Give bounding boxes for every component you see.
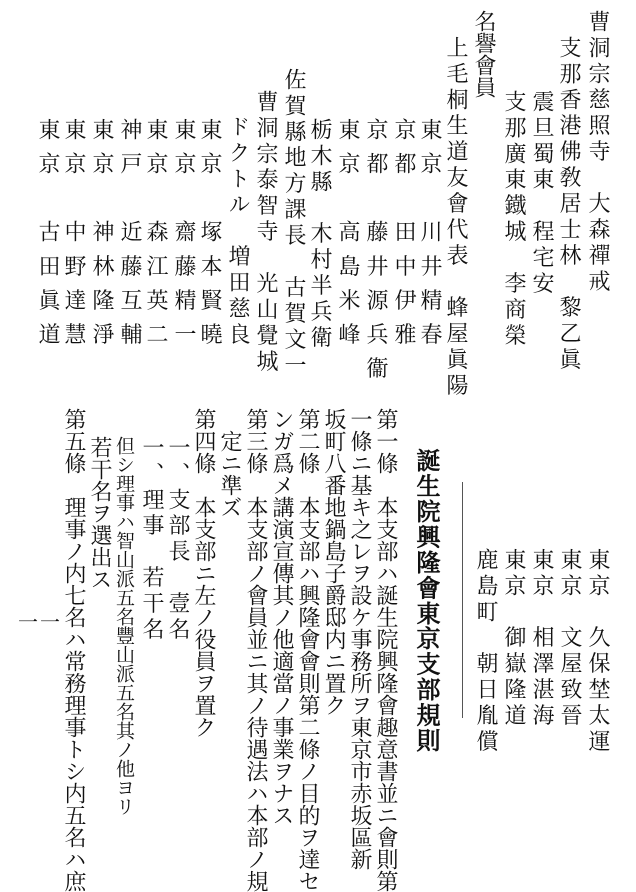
article-line: ンガ爲メ講演宣傳其ノ他適當ノ事業ヲナス [269,408,294,826]
article-line: 一、理事 若干名 [139,436,164,644]
rules-heading: 誕生院興隆會東京支部規則 [412,448,441,754]
member-entry: 東京 文屋致晉 [557,548,582,730]
member-entry: 支那廣東鐡城 李商榮 [501,90,526,350]
member-entry: 東京 森江英二 [143,118,168,357]
member-entry: 鹿島町 朝日胤償 [473,548,498,756]
member-entry: 曹洞宗泰智寺 光山覺城 [253,90,278,376]
member-entry: ドクトル 増田慈良 [225,115,250,349]
article-line: 坂町八番地鍋島子爵邸内ニ置ク [321,408,346,716]
member-entry: 震旦蜀東 程宅安 [529,90,554,298]
article-line: 但シ理事ハ智山派五名豐山派五名其ノ他ヨリ [113,436,135,816]
member-entry: 東京 御嶽隆道 [501,548,526,730]
member-entry: 上毛桐生道友會代表 蜂屋眞陽 [443,36,468,400]
member-entry: 東京 高島米峰 [335,118,360,357]
article-line: 若干名ヲ選出ス [87,436,112,590]
member-entry: 東京 中野達慧 [61,118,86,357]
member-entry: 東京 齋藤精一 [171,118,196,357]
member-entry: 京都 田中伊雅 [391,118,416,357]
article-line: 第四條 本支部ニ左ノ役員ヲ置ク [191,408,216,738]
member-entry: 曹洞宗慈照寺 大森禪戒 [585,10,610,296]
article-line: 一、支部長 壹名 [165,436,190,644]
article-line: 第三條 本支部ノ會員並ニ其ノ待遇法ハ本部ノ規 [243,408,268,892]
article-line: 定ニ準ズ [217,430,242,518]
article-line: 第五條 理事ノ内七名ハ常務理事トシ内五名ハ庶 [61,408,86,892]
member-entry: 東京 塚本賢曉 [197,118,222,357]
page-number: 一一 [18,610,62,634]
member-entry: 神戸 近藤互輔 [117,118,142,357]
member-entry: 支那香港佛敎居士林 黎乙眞 [556,36,581,374]
honorary-members-label: 名譽會員 [471,10,496,98]
article-line: 第二條 本支部ハ興隆會會則第二條ノ目的ヲ達セ [295,408,320,892]
member-entry: 佐賀縣地方課長 古賀文一 [281,68,306,380]
member-entry: 東京 古田眞道 [35,118,60,357]
member-entry: 東京 神林隆淨 [89,118,114,357]
member-entry: 栃木縣 木村半兵衛 [307,118,332,352]
section-divider [462,482,463,718]
member-entry: 京都 藤井源兵衞 [363,118,388,391]
member-entry: 東京 相澤湛海 [529,548,554,730]
article-line: 一條ニ基キ之レヲ設ケ事務所ヲ東京市赤坂區新 [347,408,372,870]
member-entry: 東京 川井精春 [417,118,442,357]
article-line: 第一條 本支部ハ誕生院興隆會趣意書並ニ會則第 [373,408,398,892]
member-entry: 東京 久保埜太運 [585,548,610,756]
